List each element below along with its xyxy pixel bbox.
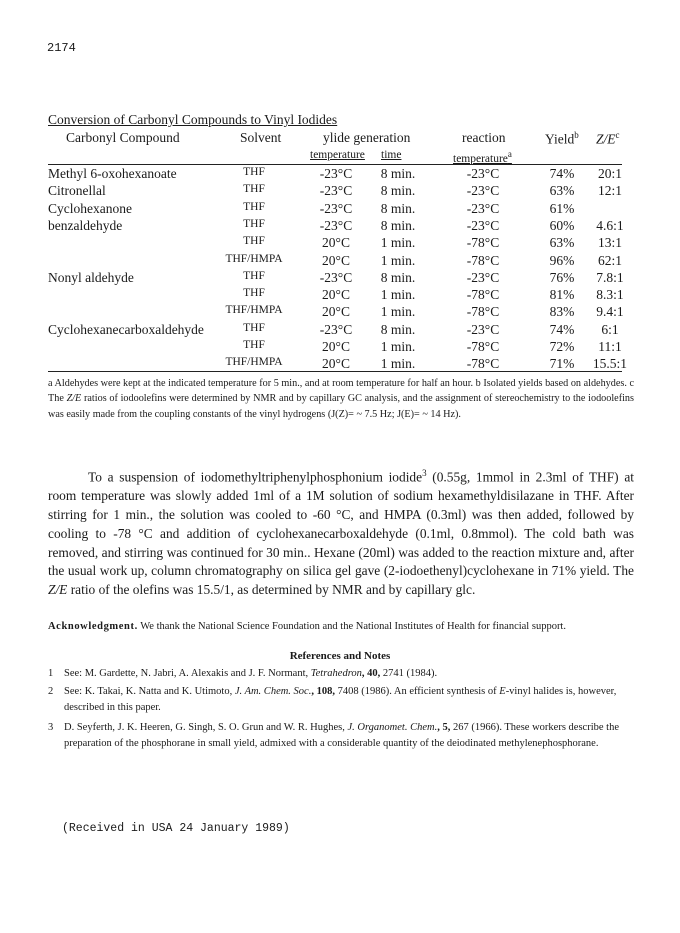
header-solvent: Solvent	[240, 130, 282, 145]
table-cell-ylide-temp: -23°C	[319, 166, 353, 181]
table-cell-ze: 6:1	[601, 321, 619, 337]
table-cell-ylide-temp: 20°C	[322, 287, 350, 303]
table-cell-reaction-temp: -78°C	[466, 235, 500, 251]
table-cell-ylide-temp: -23°C	[319, 217, 353, 233]
table-cell-time: 8 min.	[380, 269, 416, 285]
table-cell-ylide-temp: -23°C	[319, 183, 353, 199]
table-cell-solvent: THF/HMPA	[225, 252, 283, 265]
table-cell-compound: benzaldehyde	[48, 217, 123, 233]
table-cell-solvent: THF/HMPA	[225, 304, 283, 317]
table-cell-ze: 20:1	[597, 166, 623, 181]
table-cell-yield: 74%	[549, 321, 575, 337]
reference-3: 3 D. Seyferth, J. K. Heeren, G. Singh, S. O. Grun and W. R. Hughes, J. Organomet. Chem., 5, 267 (1966). These workers describe the preparation of the phosphorane in small yield, admixed with a considerable quantity of the deiodinated methylenephosphorane.	[48, 722, 619, 750]
header-reaction: reaction	[462, 130, 506, 145]
acknowledgment-heading: Acknowledgment.	[48, 621, 138, 632]
table-cell-reaction-temp: -78°C	[466, 356, 500, 372]
table-cell-solvent: THF	[243, 321, 265, 334]
table-cell-solvent: THF	[243, 269, 265, 282]
experimental-paragraph: To a suspension of iodomethyltriphenylphosphonium iodide$^3$ (0.55g, 1mmol in 2.3ml of THF) at room temperature was slowly added 1ml of a 1M solution of sodium hexamethyldisilazane in THF. After stirring for 1 min., the solution was cooled to -60 °C, and HMPA (0.3ml) was then added, followed by cooling to -78 °C and addition of cyclohexanecarboxaldehyde (0.1ml, 0.8mmol). The cold bath was removed, and stirring was continued for 30 min.. Hexane (20ml) was added to the reaction mixture and, after the usual work up, column chromatography on silica gel gave (2-iodoethenyl)cyclohexane in 71% yield. The Z/E ratio of the olefins was 15.5/1, as determined by NMR and by capillary glc.	[48, 468, 634, 598]
table-cell-time: 8 min.	[380, 166, 416, 181]
table-cell-solvent: THF	[243, 217, 265, 230]
table-cell-ze: 8.3:1	[596, 287, 624, 303]
page-number: 2174	[47, 41, 76, 55]
table-cell-reaction-temp: -23°C	[466, 269, 500, 285]
table-cell-solvent: THF	[243, 235, 265, 248]
header-ze: $Z/E^c$	[596, 130, 620, 147]
table-cell-ze: 9.4:1	[596, 304, 624, 320]
table-cell-yield: 72%	[549, 339, 575, 354]
table-cell-reaction-temp: -23°C	[466, 166, 500, 181]
table-cell-ylide-temp: -23°C	[319, 200, 353, 216]
table-cell-yield: 83%	[549, 304, 575, 320]
table-cell-yield: 76%	[549, 269, 575, 285]
table-cell-yield: 61%	[549, 200, 575, 216]
subheader-time: time	[381, 149, 402, 161]
table-cell-time: 1 min.	[380, 304, 416, 320]
table-cell-solvent: THF/HMPA	[225, 356, 283, 369]
table-cell-time: 8 min.	[380, 183, 416, 199]
table-cell-time: 1 min.	[380, 287, 416, 303]
table-cell-reaction-temp: -23°C	[466, 200, 500, 216]
header-ylide-generation: ylide generation	[323, 130, 411, 145]
table-cell-ylide-temp: -23°C	[319, 269, 353, 285]
table-cell-reaction-temp: -78°C	[466, 252, 500, 268]
received-date: (Received in USA 24 January 1989)	[62, 822, 290, 835]
table-title: Conversion of Carbonyl Compounds to Vinyl Iodides	[48, 112, 338, 127]
table-cell-time: 8 min.	[380, 217, 416, 233]
table-cell-ylide-temp: 20°C	[322, 252, 350, 268]
table-cell-ylide-temp: 20°C	[322, 356, 350, 372]
subheader-temperature: temperature	[310, 149, 365, 161]
reference-2: 2 See: K. Takai, K. Natta and K. Utimoto, J. Am. Chem. Soc., 108, 7408 (1986). An efficient synthesis of E-vinyl halides is, however, described in this paper.	[48, 686, 617, 714]
table-cell-yield: 81%	[549, 287, 575, 303]
references-title: References and Notes	[289, 650, 391, 662]
table-footnote: a Aldehydes were kept at the indicated temperature for 5 min., and at room temperature for half an hour. b Isolated yields based on aldehydes. c The Z/E ratios of iodoolefins were determined by NMR and by capillary GC analysis, and the assignment of stereochemistry to the iodoolefins was easily made from the coupling constants of the vinyl hydrogens (J(Z)= ~ 7.5 Hz; J(E)= ~ 14 Hz).	[48, 378, 634, 420]
table-cell-yield: 96%	[549, 252, 575, 268]
table-cell-ylide-temp: 20°C	[322, 235, 350, 251]
table-cell-time: 1 min.	[380, 356, 416, 372]
table-cell-ylide-temp: 20°C	[322, 304, 350, 320]
header-yield: Yield$^b$	[545, 130, 579, 147]
table-cell-ylide-temp: 20°C	[322, 339, 350, 354]
table-cell-ze: 62:1	[597, 252, 623, 268]
reference-1: 1 See: M. Gardette, N. Jabri, A. Alexakis and J. F. Normant, Tetrahedron, 40, 2741 (1984).	[48, 668, 438, 679]
table-header-rule	[48, 164, 622, 165]
table-cell-reaction-temp: -23°C	[466, 217, 500, 233]
acknowledgment: Acknowledgment. We thank the National Science Foundation and the National Institutes of Health for financial support.	[48, 621, 566, 632]
table-cell-solvent: THF	[243, 287, 265, 300]
table-cell-yield: 63%	[549, 183, 575, 199]
table-cell-reaction-temp: -23°C	[466, 321, 500, 337]
table-cell-reaction-temp: -78°C	[466, 304, 500, 320]
table-cell-solvent: THF	[243, 200, 265, 213]
table-cell-solvent: THF	[243, 166, 265, 178]
table-cell-time: 1 min.	[380, 235, 416, 251]
table-cell-compound: Cyclohexanecarboxaldehyde	[48, 321, 204, 337]
table-cell-yield: 74%	[549, 166, 575, 181]
table-cell-yield: 63%	[549, 235, 575, 251]
table-cell-time: 8 min.	[380, 321, 416, 337]
table-cell-ylide-temp: -23°C	[319, 321, 353, 337]
table-cell-compound: Cyclohexanone	[48, 200, 132, 216]
table-cell-yield: 60%	[549, 217, 575, 233]
table-cell-compound: Citronellal	[48, 183, 106, 199]
table-cell-ze: 13:1	[597, 235, 623, 251]
table-cell-solvent: THF	[243, 339, 265, 351]
table-cell-ze: 4.6:1	[596, 217, 624, 233]
table-cell-ze: 7.8:1	[596, 269, 624, 285]
table-cell-ze: 12:1	[597, 183, 623, 199]
table-cell-compound: Nonyl aldehyde	[48, 269, 134, 285]
table-cell-yield: 71%	[549, 356, 575, 372]
table-cell-time: 1 min.	[380, 252, 416, 268]
table-cell-ze: 15.5:1	[592, 356, 628, 372]
table-cell-time: 8 min.	[380, 200, 416, 216]
table-cell-ze: 11:1	[598, 339, 622, 354]
table-bottom-rule	[48, 371, 622, 372]
subheader-reaction-temperature: temperature$^a$	[453, 149, 512, 165]
table-cell-reaction-temp: -78°C	[466, 339, 500, 354]
table-cell-solvent: THF	[243, 183, 265, 196]
table-cell-reaction-temp: -23°C	[466, 183, 500, 199]
table-cell-reaction-temp: -78°C	[466, 287, 500, 303]
table-cell-compound: Methyl 6-oxohexanoate	[48, 166, 177, 181]
table-cell-time: 1 min.	[380, 339, 416, 354]
header-carbonyl-compound: Carbonyl Compound	[66, 130, 180, 145]
